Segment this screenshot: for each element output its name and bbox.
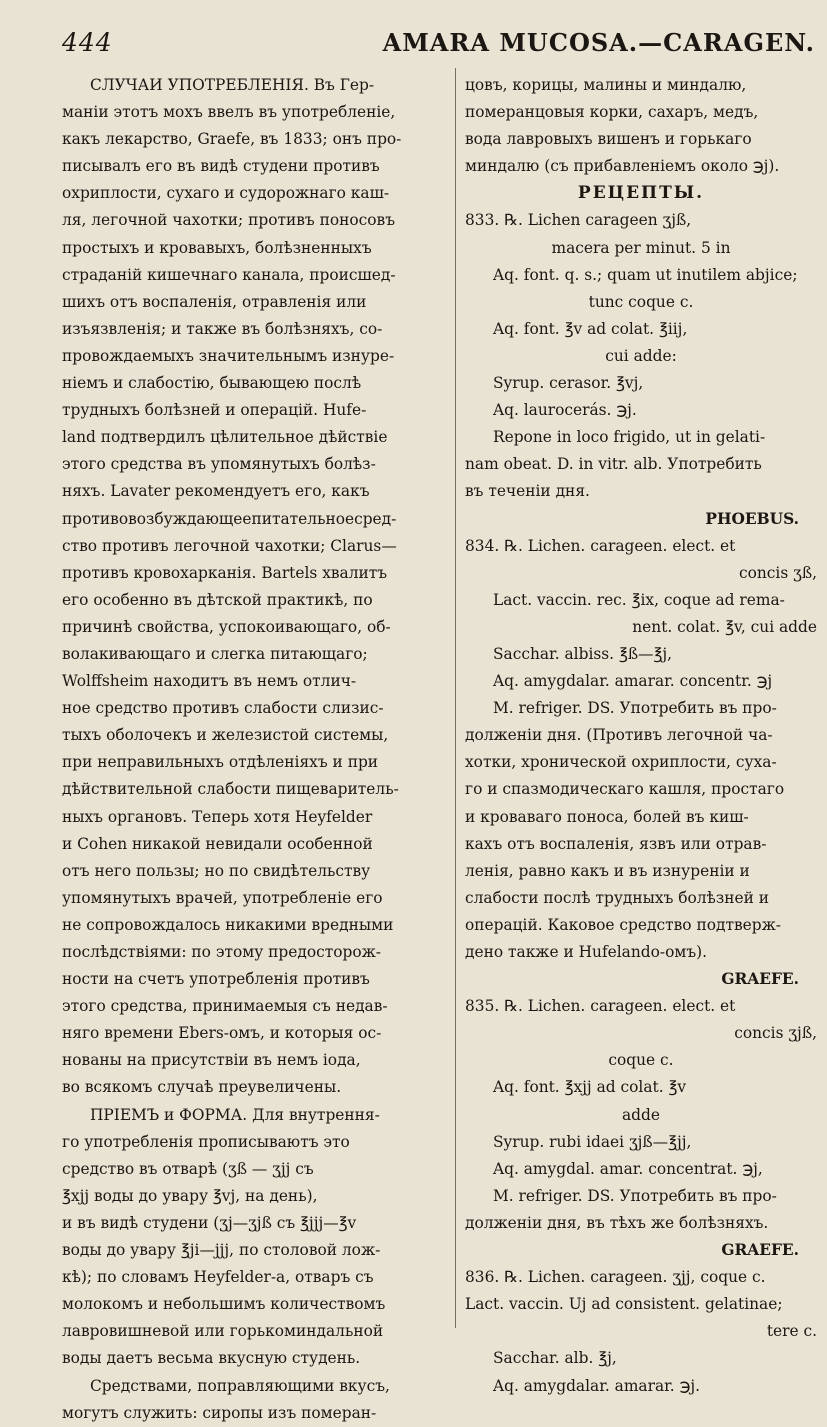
text-line: Lact. vaccin. Uj ad consistent. gelatinae; [465, 1295, 783, 1314]
text-line: долженіи дня, въ тѣхъ же болѣзняхъ. [465, 1213, 769, 1232]
text-line: го употребленія прописываютъ это [62, 1132, 350, 1151]
text-line: го и спазмодическаго кашля, простаго [465, 780, 785, 799]
text-line: нованы на присутствіи въ немъ іода, [62, 1051, 361, 1070]
text-line: во всякомъ случаѣ преувеличены. [62, 1078, 342, 1097]
text-line: этого средства, принимаемыя съ недав- [62, 997, 388, 1016]
text-line: этого средства въ упомянутыхъ болѣз- [62, 455, 376, 474]
text-line: и кроваваго поноса, болей въ киш- [465, 807, 749, 826]
text-line: 833. ℞. Lichen carageen ʒjß, [465, 211, 692, 230]
text-line: изъязвленія; и также въ болѣзняхъ, со- [62, 319, 383, 338]
text-line: Aq. font. ℥v ad colat. ℥iij, [493, 319, 688, 338]
left-column [62, 72, 448, 1427]
text-line: adde [622, 1105, 660, 1124]
text-line: concis ʒjß, [734, 1024, 817, 1043]
text-line: его особенно въ дѣтской практикѣ, по [62, 590, 373, 609]
text-line: писывалъ его въ видѣ студени противъ [62, 157, 380, 176]
text-line: Aq. laurocerás. ℈j. [493, 401, 637, 420]
text-line: GRAEFE. [721, 970, 799, 989]
text-line: провождаемыхъ значительнымъ изнуре- [62, 346, 395, 365]
text-line: и Cohen никакой невидали особенной [62, 834, 373, 853]
text-line: цовъ, корицы, малины и миндалю, [465, 76, 747, 94]
text-line: и въ видѣ студени (ʒj—ʒjß съ ℥jjj—℥v [62, 1213, 357, 1232]
text-line: Aq. amygdalar. amarar. ℈j. [493, 1376, 700, 1395]
text-line: причинѣ свойства, успокоивающаго, об- [62, 617, 391, 636]
text-line: послѣдствіями: по этому предосторож- [62, 943, 381, 961]
text-line: Aq. font. ℥xjj ad colat. ℥v [493, 1078, 687, 1097]
text-line: трудныхъ болѣзней и операцій. Hufe- [62, 401, 367, 420]
text-line: cui adde: [605, 346, 677, 365]
text-line: волакивающаго и слегка питающаго; [62, 644, 368, 663]
text-line: няго времени Ebers-омъ, и которыя ос- [62, 1024, 382, 1043]
text-line: воды даетъ весьма вкусную студень. [62, 1349, 361, 1368]
text-line: маніи этотъ мохъ ввелъ въ употребленіе, [62, 103, 396, 122]
text-line: 835. ℞. Lichen. carageen. elect. et [465, 997, 736, 1016]
text-line: могутъ служить: сиропы изъ померан- [62, 1403, 377, 1422]
text-line: упомянутыхъ врачей, употребленіе его [62, 888, 383, 907]
text-line: ніемъ и слабостію, бывающею послѣ [62, 374, 362, 393]
running-head: AMARA MUCOSA.—CARAGEN. [382, 28, 815, 57]
text-line: M. refriger. DS. Употребить въ про- [493, 699, 777, 718]
text-line: ленія, равно какъ и въ изнуреніи и [465, 861, 750, 880]
text-line: миндалю (съ прибавленіемъ около ℈j). [465, 157, 780, 176]
text-line: nent. colat. ℥v, cui adde [632, 617, 817, 636]
right-column [465, 72, 817, 1400]
text-line: concis ʒß, [739, 563, 817, 582]
text-line: въ теченіи дня. [465, 482, 590, 501]
text-line: отъ него пользы; но по свидѣтельству [62, 861, 371, 880]
text-line: Sacchar. albiss. ℥ß—℥j, [493, 644, 673, 663]
text-line: land подтвердилъ цѣлительное дѣйствіе [62, 428, 388, 447]
text-line: страданій кишечнаго канала, происшед- [62, 265, 396, 284]
text-line: лавровишневой или горькоминдальной [62, 1322, 384, 1341]
text-line: кѣ); по словамъ Heyfelder-а, отваръ съ [62, 1268, 374, 1287]
text-line: кахъ отъ воспаленія, язвъ или отрав- [465, 834, 767, 853]
section-heading: РЕЦЕПТЫ. [577, 183, 705, 204]
text-line: не сопровождалось никакими вредными [62, 915, 394, 934]
text-line: няхъ. Lavater рекомендуетъ его, какъ [62, 482, 370, 501]
text-line: Syrup. rubi idaei ʒjß—℥jj, [493, 1132, 692, 1151]
text-line: молокомъ и небольшимъ количествомъ [62, 1295, 386, 1314]
text-line: Aq. amygdal. amar. concentrat. ℈j, [493, 1159, 763, 1178]
text-line: долженіи дня. (Противъ легочной ча- [465, 726, 773, 745]
text-line: противъ кровохарканія. Bartels хвалитъ [62, 563, 388, 582]
text-line: tunc coque c. [588, 292, 694, 311]
text-line: охриплости, сухаго и судорожнаго каш- [62, 184, 390, 203]
text-line: простыхъ и кровавыхъ, болѣзненныхъ [62, 238, 372, 257]
text-line: средство въ отварѣ (ʒß — ʒjj съ [62, 1159, 314, 1178]
text-line: какъ лекарство, Graefe, въ 1833; онъ про- [62, 130, 402, 149]
text-line: PHOEBUS. [705, 509, 799, 528]
text-line: Syrup. cerasor. ℥vj, [493, 374, 644, 393]
text-line: Aq. amygdalar. amarar. concentr. ℈j [493, 672, 773, 691]
text-line: macera per minut. 5 in [551, 238, 731, 257]
text-line: воды до увару ℥ji—jjj, по столовой лож- [62, 1241, 381, 1260]
text-line: дѣйствительной слабости пищеваритель- [62, 780, 399, 799]
text-line: coque c. [608, 1051, 674, 1070]
text-line: вода лавровыхъ вишенъ и горькаго [465, 130, 752, 149]
text-line: Средствами, поправляющими вкусъ, [90, 1376, 390, 1395]
text-line: померанцовыя корки, сахаръ, медъ, [465, 103, 759, 122]
text-line: ПРІЕМЪ и ФОРМА. Для внутрення- [90, 1105, 380, 1124]
text-line: nam obeat. D. in vitr. alb. Употребить [465, 455, 762, 474]
text-line: Lact. vaccin. rec. ℥ix, coque ad rema- [493, 590, 785, 609]
text-line: дено также и Hufelando-омъ). [465, 943, 708, 961]
text-line: тыхъ оболочекъ и железистой системы, [62, 726, 389, 745]
text-line: слабости послѣ трудныхъ болѣзней и [465, 888, 770, 907]
text-line: операцій. Каковое средство подтверж- [465, 915, 781, 934]
text-line: M. refriger. DS. Употребить въ про- [493, 1186, 777, 1205]
text-line: Repone in loco frigido, ut in gelati- [493, 428, 766, 447]
page-number: 444 [62, 28, 113, 57]
text-line: tere c. [766, 1322, 817, 1341]
text-line: Wolffsheim находитъ въ немъ отлич- [62, 672, 357, 691]
text-line: при неправильныхъ отдѣленіяхъ и при [62, 753, 379, 772]
column-divider [455, 68, 456, 1328]
text-line: GRAEFE. [721, 1241, 799, 1260]
text-line: 834. ℞. Lichen. carageen. elect. et [465, 536, 736, 555]
text-line: хотки, хронической охриплости, суха- [465, 753, 777, 772]
text-line: ля, легочной чахотки; противъ поносовъ [62, 211, 395, 230]
text-line: Sacchar. alb. ℥j, [493, 1349, 617, 1368]
text-line: ℥xjj воды до увару ℥vj, на день), [62, 1186, 318, 1205]
text-line: ности на счетъ употребленія противъ [62, 970, 370, 989]
page-header [62, 28, 815, 62]
text-line: ное средство противъ слабости слизис- [62, 699, 384, 718]
text-line: ство противъ легочной чахотки; Clarus— [62, 536, 397, 555]
text-line: СЛУЧАИ УПОТРЕБЛЕНІЯ. Въ Гер- [90, 76, 375, 94]
text-line: 836. ℞. Lichen. carageen. ʒjj, coque c. [465, 1268, 766, 1287]
text-line: Aq. font. q. s.; quam ut inutilem abjice; [493, 265, 798, 284]
text-line: противовозбуждающеепитательноеcред- [62, 509, 397, 528]
text-line: ныхъ органовъ. Теперь хотя Heyfelder [62, 807, 373, 826]
text-line: шихъ отъ воспаленія, отравленія или [62, 292, 367, 311]
